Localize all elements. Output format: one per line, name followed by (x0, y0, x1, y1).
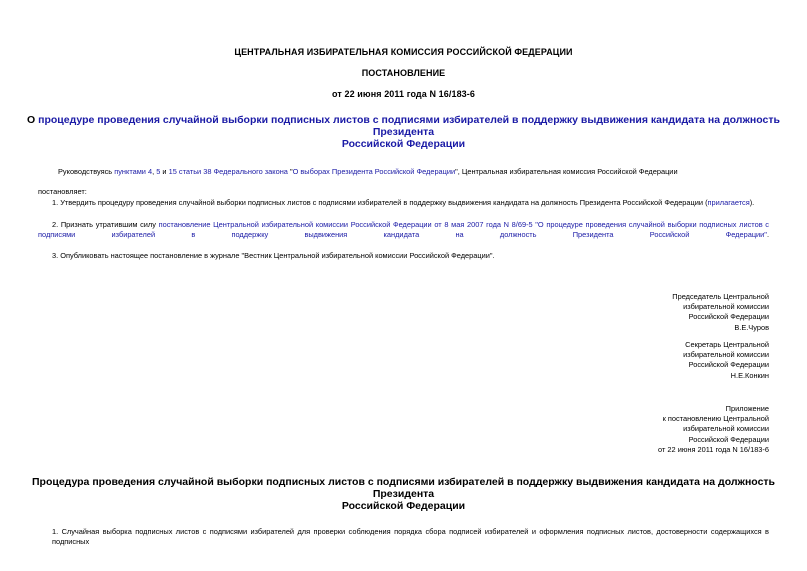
item-2-text: 2. Признать утратившим силу (52, 220, 159, 229)
preamble-text: и (160, 167, 169, 176)
secretary-title: избирательной комиссии (683, 350, 769, 360)
item-3: 3. Опубликовать настоящее постановление в журнале "Вестник Центральной избирательной комиссии Российской Федерации". (52, 251, 495, 260)
chairman-title: Российской Федерации (688, 312, 769, 322)
link-points-4[interactable]: пунктами 4 (114, 167, 153, 176)
procedure-title-line: Российской Федерации (341, 500, 466, 512)
preamble-text: , (152, 167, 157, 176)
preamble-text: Руководствуясь (58, 167, 115, 176)
procedure-paragraph-1: 1. Случайная выборка подписных листов с подписями избирателей для проверки соблюдения порядка сбора подписей избирателей и оформления подписных листов, достоверности содержащихся в подписных (52, 527, 769, 546)
link-article-38[interactable]: 15 статьи 38 Федерального закона (168, 167, 288, 176)
title-link[interactable]: процедуре проведения случайной выборки подписных листов с подписями избирателей в поддержку выдвижения кандидата на должность Президента (38, 114, 780, 138)
chairman-title: Председатель Центральной (672, 292, 769, 301)
item-2-tail: . (766, 230, 769, 239)
resolution-title (0, 114, 807, 150)
chairman-signature (672, 292, 769, 333)
doc-type-header: ПОСТАНОВЛЕНИЕ (361, 68, 446, 78)
appendix-reference (658, 404, 769, 455)
item-2 (38, 220, 769, 240)
preamble-text: " (287, 167, 293, 176)
secretary-title: Российской Федерации (688, 360, 769, 370)
resolves-label: постановляет: (38, 187, 87, 196)
procedure-title-line: Процедура проведения случайной выборки подписных листов с подписями избирателей в поддержку выдвижения кандидата на должность Президента (31, 476, 776, 500)
item-1-text: 1. Утвердить процедуру проведения случайной выборки подписных листов с подписями избирателей в поддержку выдвижения кандидата на должность Президента Российской Федерации ( (52, 198, 708, 207)
appendix-line: Российской Федерации (688, 434, 769, 444)
link-attached[interactable]: прилагается (707, 198, 750, 207)
chairman-title: избирательной комиссии (683, 302, 769, 312)
preamble (58, 167, 678, 177)
preamble-text: ", Центральная избирательная комиссия Российской Федерации (455, 167, 678, 176)
chairman-name: В.Е.Чуров (734, 322, 769, 332)
item-1 (52, 198, 754, 208)
appendix-line: Приложение (725, 404, 769, 413)
appendix-line: к постановлению Центральной (662, 414, 769, 424)
title-link-cont[interactable]: Российской Федерации (341, 138, 466, 150)
item-1-tail: ). (749, 198, 755, 207)
doc-date-number: от 22 июня 2011 года N 16/183-6 (332, 89, 475, 99)
secretary-signature (683, 340, 769, 381)
link-federal-law[interactable]: О выборах Президента Российской Федерации (292, 167, 456, 176)
title-prefix: О (27, 114, 39, 126)
link-repealed-resolution[interactable]: постановление Центральной избирательной комиссии Российской Федерации от 8 мая 2007 года N 8/69-5 "О процедуре проведения случайной выборки подписных листов с подписями избирателей в поддержку выдвижения кандидата на должность Президента Российской Федерации" (38, 220, 769, 239)
org-header: ЦЕНТРАЛЬНАЯ ИЗБИРАТЕЛЬНАЯ КОМИССИЯ РОССИЙСКОЙ ФЕДЕРАЦИИ (234, 47, 573, 57)
link-point-5[interactable]: 5 (156, 167, 161, 176)
appendix-line: от 22 июня 2011 года N 16/183-6 (658, 444, 769, 454)
appendix-line: избирательной комиссии (683, 424, 769, 434)
procedure-title (0, 476, 807, 512)
secretary-title: Секретарь Центральной (685, 340, 769, 349)
secretary-name: Н.Е.Конкин (730, 370, 769, 380)
